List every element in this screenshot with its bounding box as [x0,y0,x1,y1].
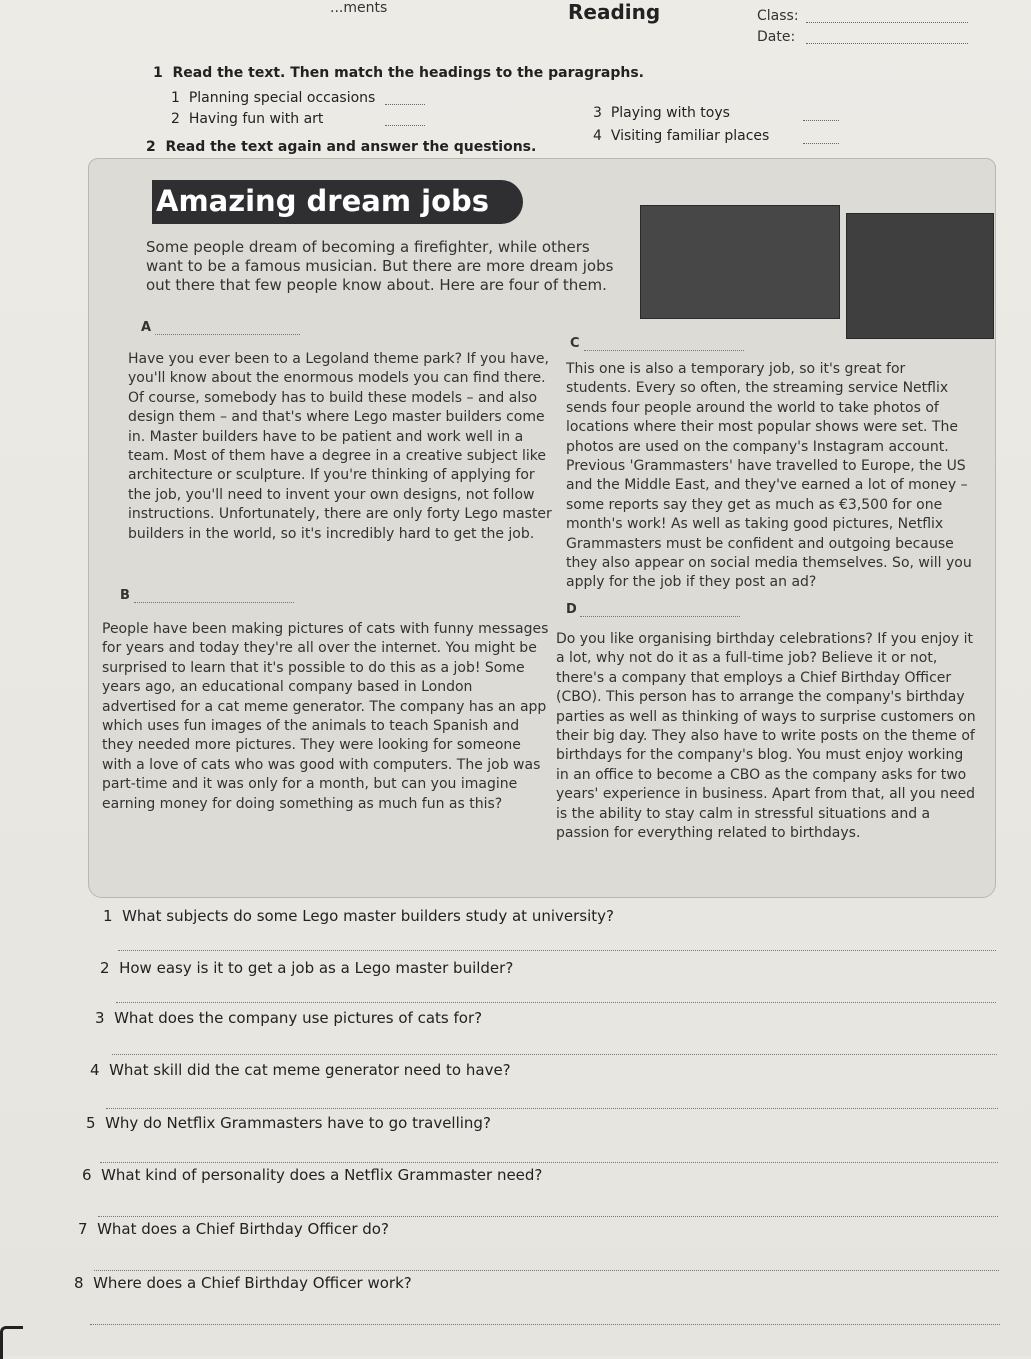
class-label: Class: [757,8,799,24]
answer-line[interactable] [116,1002,996,1003]
paragraph-d-answer-field[interactable] [580,616,740,617]
firefighter-photo [640,205,840,319]
heading-item: 1 Planning special occasions [171,90,376,106]
answer-line[interactable] [90,1324,1000,1325]
heading-answer-field[interactable] [385,125,425,126]
exercise2-number: 2 [146,139,156,155]
exercise2-instruction: Read the text again and answer the questions. [165,139,537,155]
heading-answer-field[interactable] [803,143,839,144]
paragraph-b-answer-field[interactable] [134,602,294,603]
page-edge-shadow [0,1326,23,1359]
paragraph-a-label: A [141,320,152,335]
paragraph-b: People have been making pictures of cats with funny messages for years and today they're all over the internet. You might be surprised to learn that it's possible to do this as a job! Some years ago, an educational company based in London advertised for a cat meme generator. The company has an app which uses fun images of the animals to teach Spanish and they needed more pictures. They were looking for someone with a love of cats who was good with computers. The job was part-time and it was only for a month, but can you imagine earning money for doing something as much fun as this? [102,621,549,812]
question-item: 2 How easy is it to get a job as a Lego master builder? [100,959,514,977]
paragraph-c: This one is also a temporary job, so it's great for students. Every so often, the streaming service Netflix sends four people around the world to take photos of locations where their most popular shows were set. The photos are used on the company's Instagram account. Previous 'Grammasters' have travelled to Europe, the US and the Middle East, and they've earned a lot of money – some reports say they get as much as €3,500 for one month's work! As well as taking good pictures, Netflix Grammasters must be confident and outgoing because they also appear on social media themselves. So, will you apply for the job if they post an ad? [566,361,972,591]
paragraph-c-label: C [570,336,580,351]
heading-item: 3 Playing with toys [593,105,730,121]
section-title: Reading [568,0,661,24]
answer-line[interactable] [118,950,996,951]
exercise1-number: 1 [153,65,163,81]
heading-item: 4 Visiting familiar places [593,128,770,144]
question-item: 3 What does the company use pictures of cats for? [95,1009,483,1027]
paragraph-d-label: D [566,602,577,617]
article-intro: Some people dream of becoming a firefighter, while others want to be a famous musician. But there are more dream jobs out there that few people know about. Here are four of them. [146,238,614,294]
question-item: 7 What does a Chief Birthday Officer do? [78,1220,389,1238]
answer-line[interactable] [106,1108,998,1109]
exercise1-instruction: Read the text. Then match the headings to the paragraphs. [172,65,644,81]
article-title: Amazing dream jobs [152,180,523,224]
answer-line[interactable] [98,1216,998,1217]
paragraph-c-answer-field[interactable] [584,350,744,351]
heading-item: 2 Having fun with art [171,111,324,127]
question-item: 1 What subjects do some Lego master builders study at university? [103,907,614,925]
paragraph-a: Have you ever been to a Legoland theme park? If you have, you'll know about the enormous models you can find there. Of course, somebody has to build these models – and also design them – and that's where Lego master builders come in. Master builders have to be patient and work well in a team. Most of them have a degree in a creative subject like architecture or sculpture. If you're thinking of applying for the job, you'll need to invent your own designs, not follow instructions. Unfortunately, there are only forty Lego master builders in the world, so it's incredibly hard to get the job. [128,351,552,542]
date-field[interactable] [806,43,968,44]
heading-answer-field[interactable] [803,120,839,121]
answer-line[interactable] [94,1270,999,1271]
musician-photo [846,213,994,339]
class-field[interactable] [806,22,968,23]
question-item: 4 What skill did the cat meme generator need to have? [90,1061,511,1079]
answer-line[interactable] [100,1162,998,1163]
answer-line[interactable] [112,1054,997,1055]
paragraph-a-answer-field[interactable] [155,334,300,335]
question-item: 8 Where does a Chief Birthday Officer work? [74,1274,412,1292]
date-label: Date: [757,29,796,45]
clipped-heading: ...ments [330,0,388,16]
paragraph-d: Do you like organising birthday celebrations? If you enjoy it a lot, why not do it as a full-time job? Believe it or not, there's a company that employs a Chief Birthday Officer (CBO). This person has to arrange the company's birthday parties as well as thinking of ways to surprise customers on their big day. They also have to write posts on the theme of birthdays for the company's blog. You must enjoy working in an office to become a CBO as the company asks for two years' experience in business. Apart from that, all you need is the ability to stay calm in stressful situations and a passion for everything related to birthdays. [556,631,976,842]
question-item: 5 Why do Netflix Grammasters have to go travelling? [86,1114,491,1132]
question-item: 6 What kind of personality does a Netflix Grammaster need? [82,1166,543,1184]
paragraph-b-label: B [120,588,130,603]
heading-answer-field[interactable] [385,104,425,105]
